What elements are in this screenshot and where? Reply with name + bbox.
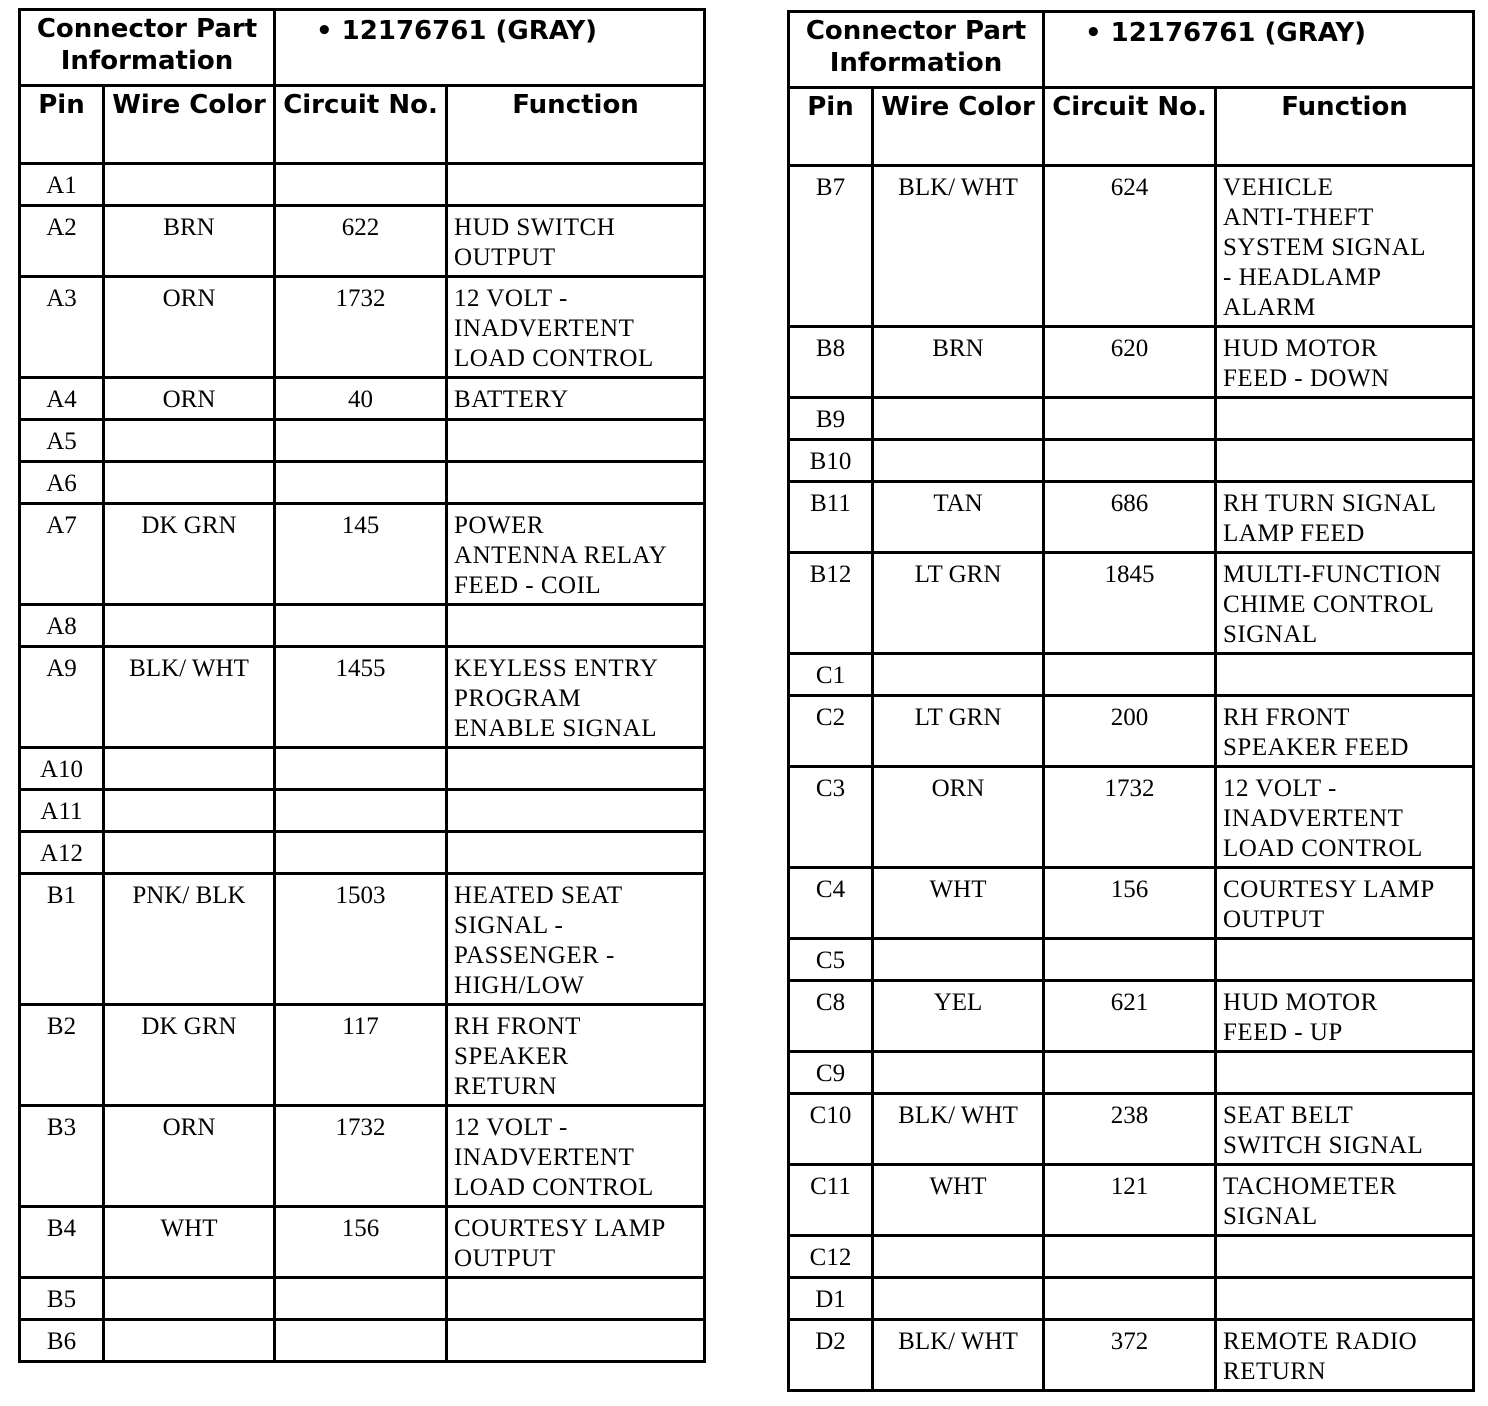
table-row [789,981,1474,1052]
wire-color-cell [104,790,275,832]
circuit-number-cell [275,790,447,832]
table-row [20,504,705,605]
circuit-number-cell: 1732 [1044,767,1216,868]
table-row [789,1236,1474,1278]
table-row [20,420,705,462]
pin-cell: B9 [789,398,873,440]
wire-color-cell [104,605,275,647]
wire-color-cell: BLK/ WHT [873,1094,1044,1165]
table-row [789,654,1474,696]
pin-cell: A9 [20,647,104,748]
pin-cell: A7 [20,504,104,605]
pin-cell: A11 [20,790,104,832]
function-cell [447,832,705,874]
column-header-wire-color: Wire Color [873,88,1044,166]
table-row [20,1207,705,1278]
table-row [789,398,1474,440]
function-cell: COURTESY LAMP OUTPUT [1216,868,1474,939]
pin-cell: A10 [20,748,104,790]
table-row [789,166,1474,327]
function-cell [447,748,705,790]
circuit-number-cell [275,1278,447,1320]
function-cell [447,462,705,504]
function-cell [447,790,705,832]
table-row [789,696,1474,767]
function-cell: SEAT BELT SWITCH SIGNAL [1216,1094,1474,1165]
table-row [789,482,1474,553]
connector-part-number: • 12176761 (GRAY) [1044,12,1474,88]
table-row [20,1278,705,1320]
wire-color-cell: BRN [104,206,275,277]
wire-color-cell [873,398,1044,440]
table-row [20,647,705,748]
wire-color-cell [104,164,275,206]
table-row [789,1094,1474,1165]
function-cell: HUD MOTOR FEED - UP [1216,981,1474,1052]
circuit-number-cell: 686 [1044,482,1216,553]
pin-cell: C1 [789,654,873,696]
circuit-number-cell [1044,398,1216,440]
function-cell: 12 VOLT - INADVERTENT LOAD CONTROL [447,1106,705,1207]
wire-color-cell: ORN [104,1106,275,1207]
pin-cell: C4 [789,868,873,939]
pin-cell: D1 [789,1278,873,1320]
column-header-wire-color: Wire Color [104,86,275,164]
wire-color-cell: WHT [104,1207,275,1278]
function-cell: BATTERY [447,378,705,420]
pin-cell: A5 [20,420,104,462]
pin-cell: B11 [789,482,873,553]
table-row [789,939,1474,981]
pin-cell: C11 [789,1165,873,1236]
circuit-number-cell [1044,1052,1216,1094]
circuit-number-cell: 40 [275,378,447,420]
wire-color-cell [104,1320,275,1362]
column-header-circuit-no: Circuit No. [1044,88,1216,166]
circuit-number-cell: 117 [275,1005,447,1106]
wire-color-cell [104,462,275,504]
wire-color-cell: BLK/ WHT [873,1320,1044,1391]
wire-color-cell: TAN [873,482,1044,553]
table-row [20,748,705,790]
circuit-number-cell [275,605,447,647]
column-header-pin: Pin [789,88,873,166]
connector-part-number: • 12176761 (GRAY) [275,10,705,86]
wire-color-cell [873,654,1044,696]
circuit-number-cell [275,462,447,504]
function-cell: RH FRONT SPEAKER RETURN [447,1005,705,1106]
function-cell [1216,398,1474,440]
pin-cell: B5 [20,1278,104,1320]
wire-color-cell: LT GRN [873,696,1044,767]
table-row [20,1005,705,1106]
table-row [20,378,705,420]
wire-color-cell [873,1278,1044,1320]
pin-cell: C3 [789,767,873,868]
circuit-number-cell [1044,1278,1216,1320]
circuit-number-cell [275,164,447,206]
table-row [789,1320,1474,1391]
function-cell: REMOTE RADIO RETURN [1216,1320,1474,1391]
pin-cell: C10 [789,1094,873,1165]
function-cell: RH TURN SIGNAL LAMP FEED [1216,482,1474,553]
pin-cell: C9 [789,1052,873,1094]
table-row [789,1278,1474,1320]
circuit-number-cell: 1503 [275,874,447,1005]
circuit-number-cell [1044,1236,1216,1278]
connector-table-right [787,10,1475,1392]
table-row [20,206,705,277]
circuit-number-cell: 145 [275,504,447,605]
circuit-number-cell: 121 [1044,1165,1216,1236]
table-row [20,164,705,206]
wire-color-cell: ORN [873,767,1044,868]
function-cell: POWER ANTENNA RELAY FEED - COIL [447,504,705,605]
wire-color-cell: LT GRN [873,553,1044,654]
wire-color-cell: DK GRN [104,1005,275,1106]
circuit-number-cell [275,748,447,790]
function-cell: HUD MOTOR FEED - DOWN [1216,327,1474,398]
pin-cell: A4 [20,378,104,420]
table-row [20,462,705,504]
pin-cell: B8 [789,327,873,398]
pin-cell: B3 [20,1106,104,1207]
wire-color-cell: ORN [104,277,275,378]
function-cell: MULTI-FUNCTION CHIME CONTROL SIGNAL [1216,553,1474,654]
table-row [789,440,1474,482]
wire-color-cell: BLK/ WHT [104,647,275,748]
table-row [20,832,705,874]
circuit-number-cell: 1455 [275,647,447,748]
circuit-number-cell: 156 [1044,868,1216,939]
wire-color-cell [104,748,275,790]
connector-part-info-label: Connector Part Information [20,10,275,86]
function-cell: COURTESY LAMP OUTPUT [447,1207,705,1278]
wire-color-cell [873,1052,1044,1094]
function-cell [447,1278,705,1320]
wire-color-cell: BLK/ WHT [873,166,1044,327]
circuit-number-cell: 621 [1044,981,1216,1052]
wire-color-cell [873,440,1044,482]
pin-cell: B6 [20,1320,104,1362]
column-header-function: Function [447,86,705,164]
function-cell: 12 VOLT - INADVERTENT LOAD CONTROL [447,277,705,378]
table-row [789,767,1474,868]
table-row [20,790,705,832]
pin-cell: B1 [20,874,104,1005]
pin-cell: A1 [20,164,104,206]
circuit-number-cell [275,832,447,874]
function-cell [447,420,705,462]
circuit-number-cell [1044,939,1216,981]
connector-table-left [18,8,706,1363]
circuit-number-cell: 156 [275,1207,447,1278]
table-row [789,868,1474,939]
circuit-number-cell: 200 [1044,696,1216,767]
circuit-number-cell: 372 [1044,1320,1216,1391]
pin-cell: A3 [20,277,104,378]
table-row [789,553,1474,654]
wire-color-cell: DK GRN [104,504,275,605]
pin-cell: A12 [20,832,104,874]
function-cell: TACHOMETER SIGNAL [1216,1165,1474,1236]
pin-cell: B7 [789,166,873,327]
function-cell [1216,440,1474,482]
circuit-number-cell: 1845 [1044,553,1216,654]
table-row [789,1052,1474,1094]
circuit-number-cell: 620 [1044,327,1216,398]
circuit-number-cell [1044,440,1216,482]
wire-color-cell: ORN [104,378,275,420]
wire-color-cell: PNK/ BLK [104,874,275,1005]
function-cell [447,1320,705,1362]
circuit-number-cell: 1732 [275,1106,447,1207]
function-cell [1216,1052,1474,1094]
wire-color-cell [104,420,275,462]
pin-cell: A6 [20,462,104,504]
pin-cell: B12 [789,553,873,654]
pin-cell: C2 [789,696,873,767]
pin-cell: B2 [20,1005,104,1106]
column-header-pin: Pin [20,86,104,164]
circuit-number-cell: 1732 [275,277,447,378]
circuit-number-cell [275,1320,447,1362]
pin-rows [20,164,705,1362]
function-cell: VEHICLE ANTI-THEFT SYSTEM SIGNAL - HEADLAMP ALARM [1216,166,1474,327]
pin-cell: B4 [20,1207,104,1278]
table-row [20,277,705,378]
wire-color-cell [104,832,275,874]
column-header-circuit-no: Circuit No. [275,86,447,164]
function-cell: KEYLESS ENTRY PROGRAM ENABLE SIGNAL [447,647,705,748]
function-cell [447,605,705,647]
circuit-number-cell: 238 [1044,1094,1216,1165]
function-cell: 12 VOLT - INADVERTENT LOAD CONTROL [1216,767,1474,868]
pin-cell: A8 [20,605,104,647]
column-header-function: Function [1216,88,1474,166]
function-cell [1216,939,1474,981]
connector-part-info-label: Connector Part Information [789,12,1044,88]
circuit-number-cell [1044,654,1216,696]
table-row [789,327,1474,398]
table-row [20,605,705,647]
pin-cell: C8 [789,981,873,1052]
function-cell: RH FRONT SPEAKER FEED [1216,696,1474,767]
pin-cell: C5 [789,939,873,981]
function-cell: HEATED SEAT SIGNAL - PASSENGER - HIGH/LOW [447,874,705,1005]
function-cell [1216,654,1474,696]
function-cell [1216,1236,1474,1278]
circuit-number-cell: 624 [1044,166,1216,327]
table-row [20,1320,705,1362]
function-cell [447,164,705,206]
table-row [20,1106,705,1207]
wire-color-cell: YEL [873,981,1044,1052]
pin-cell: A2 [20,206,104,277]
wire-color-cell [873,939,1044,981]
circuit-number-cell: 622 [275,206,447,277]
circuit-number-cell [275,420,447,462]
wire-color-cell: WHT [873,1165,1044,1236]
function-cell: HUD SWITCH OUTPUT [447,206,705,277]
pin-cell: B10 [789,440,873,482]
function-cell [1216,1278,1474,1320]
pin-rows [789,166,1474,1391]
wire-color-cell: BRN [873,327,1044,398]
pin-cell: D2 [789,1320,873,1391]
wire-color-cell: WHT [873,868,1044,939]
wire-color-cell [104,1278,275,1320]
table-row [20,874,705,1005]
wire-color-cell [873,1236,1044,1278]
table-row [789,1165,1474,1236]
pin-cell: C12 [789,1236,873,1278]
